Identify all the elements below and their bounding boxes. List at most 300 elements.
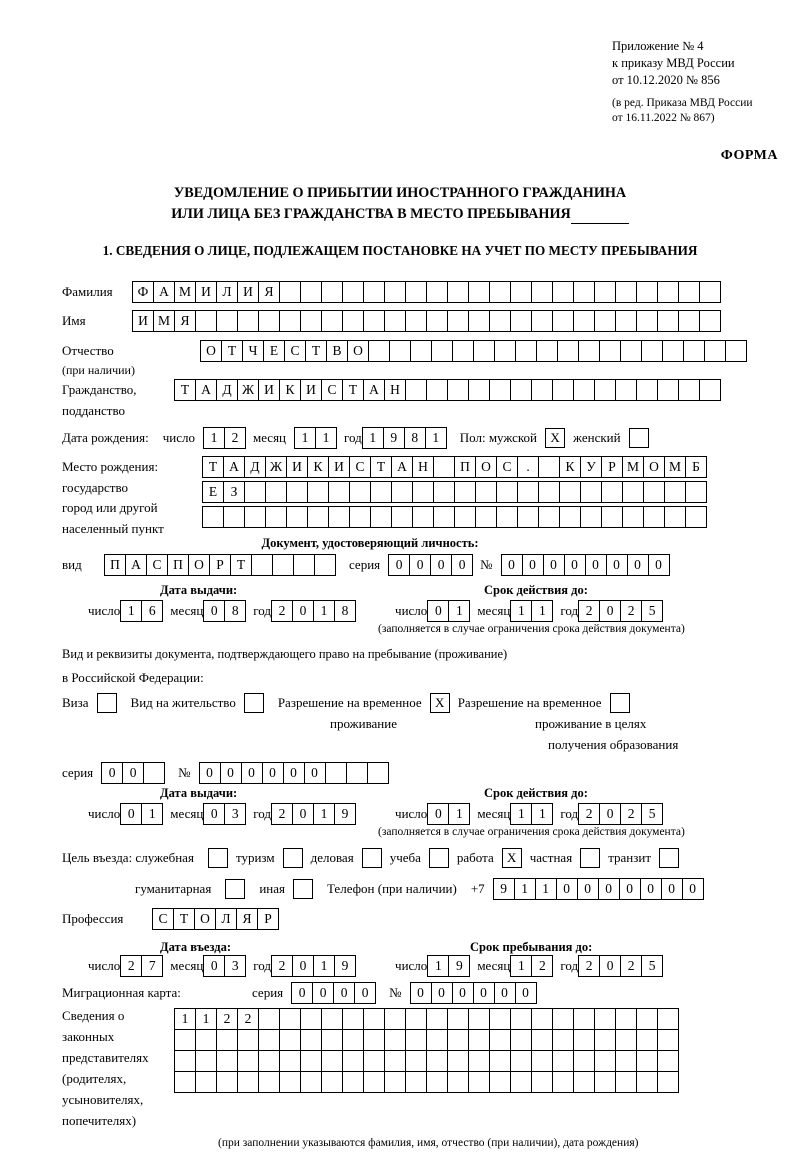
cell[interactable] — [636, 1050, 658, 1072]
cell[interactable] — [363, 281, 385, 303]
cell[interactable] — [643, 481, 665, 503]
cell[interactable]: Н — [412, 456, 434, 478]
cell[interactable] — [391, 481, 413, 503]
cell[interactable] — [321, 1071, 343, 1093]
phone-input[interactable] — [493, 878, 703, 900]
cell[interactable]: 9 — [448, 955, 470, 977]
cell[interactable]: И — [328, 456, 350, 478]
cell[interactable]: 0 — [220, 762, 242, 784]
cell[interactable]: 8 — [404, 427, 426, 449]
cell[interactable] — [300, 1008, 322, 1030]
birth-month-input[interactable] — [294, 427, 336, 449]
cell[interactable] — [433, 506, 455, 528]
cell[interactable] — [636, 1071, 658, 1093]
cell[interactable]: А — [153, 281, 175, 303]
cell[interactable]: 1 — [313, 600, 335, 622]
cell[interactable]: 1 — [427, 955, 449, 977]
cell[interactable] — [685, 481, 707, 503]
cell[interactable] — [615, 1029, 637, 1051]
cell[interactable]: И — [195, 281, 217, 303]
stay-valid-day-input[interactable] — [427, 803, 469, 825]
cell[interactable] — [143, 762, 165, 784]
cell[interactable] — [321, 1050, 343, 1072]
cell[interactable] — [447, 1071, 469, 1093]
cell[interactable]: 0 — [304, 762, 326, 784]
cell[interactable] — [342, 1071, 364, 1093]
cell[interactable] — [363, 1050, 385, 1072]
cell[interactable] — [454, 506, 476, 528]
cell[interactable]: Н — [384, 379, 406, 401]
cell[interactable]: 0 — [292, 955, 314, 977]
cell[interactable]: Р — [257, 908, 279, 930]
birth-place-input-1[interactable] — [202, 456, 706, 478]
cell[interactable] — [557, 340, 579, 362]
cell[interactable] — [468, 310, 490, 332]
cell[interactable]: О — [475, 456, 497, 478]
cell[interactable] — [699, 310, 721, 332]
purpose-private-checkbox[interactable] — [580, 848, 600, 868]
cell[interactable]: Д — [216, 379, 238, 401]
cell[interactable] — [594, 281, 616, 303]
cell[interactable] — [244, 481, 266, 503]
mig-number-input[interactable] — [410, 982, 536, 1004]
cell[interactable] — [286, 506, 308, 528]
cell[interactable] — [678, 281, 700, 303]
cell[interactable]: Я — [174, 310, 196, 332]
cell[interactable] — [601, 506, 623, 528]
cell[interactable] — [473, 340, 495, 362]
cell[interactable] — [342, 1008, 364, 1030]
cell[interactable] — [664, 481, 686, 503]
cell[interactable] — [643, 506, 665, 528]
cell[interactable]: 0 — [203, 803, 225, 825]
cell[interactable] — [244, 506, 266, 528]
birth-place-input-3[interactable] — [202, 506, 706, 528]
cell[interactable] — [216, 310, 238, 332]
cell[interactable] — [405, 1071, 427, 1093]
cell[interactable] — [636, 1029, 658, 1051]
cell[interactable] — [405, 1050, 427, 1072]
cell[interactable]: 0 — [577, 878, 599, 900]
cell[interactable]: А — [125, 554, 147, 576]
cell[interactable]: Е — [263, 340, 285, 362]
cell[interactable]: 5 — [641, 803, 663, 825]
legal-rep-input-4[interactable] — [174, 1071, 678, 1093]
cell[interactable]: Т — [174, 379, 196, 401]
purpose-work-checkbox[interactable]: Х — [502, 848, 522, 868]
cell[interactable] — [510, 379, 532, 401]
cell[interactable] — [258, 1029, 280, 1051]
cell[interactable]: С — [152, 908, 174, 930]
cell[interactable] — [662, 340, 684, 362]
cell[interactable] — [636, 1008, 658, 1030]
cell[interactable] — [573, 1071, 595, 1093]
cell[interactable] — [258, 1071, 280, 1093]
cell[interactable] — [573, 1050, 595, 1072]
cell[interactable]: 0 — [101, 762, 123, 784]
cell[interactable] — [321, 1029, 343, 1051]
cell[interactable]: М — [174, 281, 196, 303]
cell[interactable]: 0 — [431, 982, 453, 1004]
doc-issue-year-input[interactable] — [271, 600, 355, 622]
cell[interactable]: 1 — [448, 600, 470, 622]
cell[interactable]: 0 — [388, 554, 410, 576]
cell[interactable] — [279, 310, 301, 332]
cell[interactable]: 3 — [224, 803, 246, 825]
visa-checkbox[interactable] — [97, 693, 117, 713]
cell[interactable] — [678, 310, 700, 332]
cell[interactable] — [468, 1071, 490, 1093]
cell[interactable] — [489, 1050, 511, 1072]
cell[interactable]: 1 — [510, 600, 532, 622]
cell[interactable] — [300, 1029, 322, 1051]
cell[interactable] — [265, 506, 287, 528]
cell[interactable] — [412, 506, 434, 528]
cell[interactable]: П — [104, 554, 126, 576]
cell[interactable] — [426, 1008, 448, 1030]
cell[interactable]: 1 — [448, 803, 470, 825]
cell[interactable] — [580, 506, 602, 528]
cell[interactable]: 0 — [262, 762, 284, 784]
cell[interactable] — [447, 1050, 469, 1072]
cell[interactable]: В — [326, 340, 348, 362]
cell[interactable]: 0 — [120, 803, 142, 825]
legal-rep-input-1[interactable] — [174, 1008, 678, 1030]
cell[interactable] — [174, 1029, 196, 1051]
cell[interactable] — [321, 1008, 343, 1030]
cell[interactable]: 0 — [619, 878, 641, 900]
doc-number-input[interactable] — [501, 554, 669, 576]
temp-residence-edu-checkbox[interactable] — [610, 693, 630, 713]
cell[interactable] — [657, 1029, 679, 1051]
name-input[interactable] — [132, 310, 720, 332]
birth-day-input[interactable] — [203, 427, 245, 449]
doc-valid-year-input[interactable] — [578, 600, 662, 622]
cell[interactable]: 2 — [620, 600, 642, 622]
cell[interactable] — [615, 1008, 637, 1030]
cell[interactable] — [405, 1029, 427, 1051]
cell[interactable] — [531, 1008, 553, 1030]
cell[interactable]: 1 — [510, 955, 532, 977]
cell[interactable] — [636, 281, 658, 303]
cell[interactable] — [538, 481, 560, 503]
cell[interactable]: 0 — [598, 878, 620, 900]
cell[interactable]: О — [200, 340, 222, 362]
doc-issue-day-input[interactable] — [120, 600, 162, 622]
cell[interactable] — [531, 1050, 553, 1072]
cell[interactable] — [515, 340, 537, 362]
cell[interactable] — [384, 1071, 406, 1093]
cell[interactable]: 1 — [174, 1008, 196, 1030]
purpose-transit-checkbox[interactable] — [659, 848, 679, 868]
cell[interactable] — [559, 481, 581, 503]
cell[interactable]: 1 — [294, 427, 316, 449]
cell[interactable] — [615, 281, 637, 303]
cell[interactable] — [321, 310, 343, 332]
cell[interactable] — [363, 1071, 385, 1093]
birth-place-input-2[interactable] — [202, 481, 706, 503]
entry-year-input[interactable] — [271, 955, 355, 977]
cell[interactable] — [405, 310, 427, 332]
cell[interactable] — [580, 481, 602, 503]
cell[interactable] — [678, 379, 700, 401]
cell[interactable]: 1 — [313, 955, 335, 977]
purpose-humanitarian-checkbox[interactable] — [225, 879, 245, 899]
cell[interactable]: Б — [685, 456, 707, 478]
cell[interactable]: 1 — [313, 803, 335, 825]
cell[interactable] — [405, 379, 427, 401]
legal-rep-input-3[interactable] — [174, 1050, 678, 1072]
cell[interactable]: 1 — [425, 427, 447, 449]
cell[interactable] — [426, 310, 448, 332]
cell[interactable] — [426, 379, 448, 401]
cell[interactable]: 6 — [141, 600, 163, 622]
cell[interactable] — [510, 281, 532, 303]
cell[interactable] — [552, 1029, 574, 1051]
cell[interactable] — [538, 456, 560, 478]
cell[interactable]: 9 — [334, 803, 356, 825]
cell[interactable] — [300, 281, 322, 303]
cell[interactable]: 2 — [578, 600, 600, 622]
cell[interactable]: Л — [215, 908, 237, 930]
cell[interactable] — [447, 281, 469, 303]
temp-residence-checkbox[interactable]: Х — [430, 693, 450, 713]
cell[interactable]: 2 — [620, 803, 642, 825]
stay-until-year-input[interactable] — [578, 955, 662, 977]
cell[interactable] — [363, 1008, 385, 1030]
cell[interactable] — [426, 1071, 448, 1093]
cell[interactable] — [300, 1050, 322, 1072]
cell[interactable] — [426, 1050, 448, 1072]
cell[interactable] — [279, 1008, 301, 1030]
cell[interactable] — [279, 1029, 301, 1051]
cell[interactable]: 1 — [514, 878, 536, 900]
cell[interactable]: У — [580, 456, 602, 478]
cell[interactable] — [195, 1071, 217, 1093]
cell[interactable]: 1 — [362, 427, 384, 449]
cell[interactable] — [704, 340, 726, 362]
cell[interactable] — [573, 1029, 595, 1051]
cell[interactable]: Т — [370, 456, 392, 478]
cell[interactable]: . — [517, 456, 539, 478]
cell[interactable]: З — [223, 481, 245, 503]
cell[interactable]: О — [643, 456, 665, 478]
cell[interactable]: 9 — [334, 955, 356, 977]
cell[interactable] — [699, 379, 721, 401]
cell[interactable] — [531, 281, 553, 303]
cell[interactable] — [510, 1008, 532, 1030]
cell[interactable]: Я — [236, 908, 258, 930]
cell[interactable] — [433, 481, 455, 503]
cell[interactable]: 0 — [292, 803, 314, 825]
cell[interactable] — [657, 1008, 679, 1030]
cell[interactable] — [307, 481, 329, 503]
cell[interactable]: 0 — [430, 554, 452, 576]
cell[interactable]: 0 — [451, 554, 473, 576]
cell[interactable] — [195, 1050, 217, 1072]
cell[interactable]: 2 — [120, 955, 142, 977]
cell[interactable] — [342, 281, 364, 303]
cell[interactable] — [552, 281, 574, 303]
cell[interactable]: С — [321, 379, 343, 401]
cell[interactable] — [510, 310, 532, 332]
cell[interactable] — [363, 1029, 385, 1051]
doc-valid-month-input[interactable] — [510, 600, 552, 622]
cell[interactable]: О — [194, 908, 216, 930]
cell[interactable]: 2 — [237, 1008, 259, 1030]
cell[interactable] — [538, 506, 560, 528]
doc-kind-input[interactable] — [104, 554, 335, 576]
cell[interactable]: Р — [601, 456, 623, 478]
cell[interactable] — [349, 481, 371, 503]
cell[interactable]: 0 — [648, 554, 670, 576]
cell[interactable] — [489, 1071, 511, 1093]
profession-input[interactable] — [152, 908, 278, 930]
cell[interactable]: Ч — [242, 340, 264, 362]
cell[interactable] — [489, 281, 511, 303]
cell[interactable]: Ф — [132, 281, 154, 303]
cell[interactable] — [578, 340, 600, 362]
cell[interactable] — [496, 481, 518, 503]
cell[interactable] — [384, 1050, 406, 1072]
cell[interactable] — [363, 310, 385, 332]
cell[interactable] — [384, 1029, 406, 1051]
cell[interactable] — [195, 310, 217, 332]
purpose-study-checkbox[interactable] — [429, 848, 449, 868]
sex-female-checkbox[interactable] — [629, 428, 649, 448]
cell[interactable] — [342, 1029, 364, 1051]
cell[interactable]: 0 — [283, 762, 305, 784]
cell[interactable] — [384, 281, 406, 303]
cell[interactable] — [328, 481, 350, 503]
cell[interactable] — [559, 506, 581, 528]
cell[interactable]: К — [307, 456, 329, 478]
cell[interactable]: 5 — [641, 955, 663, 977]
cell[interactable] — [237, 1071, 259, 1093]
cell[interactable] — [216, 1029, 238, 1051]
cell[interactable] — [622, 481, 644, 503]
cell[interactable] — [447, 310, 469, 332]
cell[interactable] — [258, 310, 280, 332]
cell[interactable] — [452, 340, 474, 362]
citizenship-input[interactable] — [174, 379, 720, 401]
cell[interactable]: 1 — [531, 803, 553, 825]
cell[interactable]: 0 — [627, 554, 649, 576]
cell[interactable] — [447, 1008, 469, 1030]
cell[interactable] — [279, 1071, 301, 1093]
cell[interactable]: 0 — [333, 982, 355, 1004]
stay-until-month-input[interactable] — [510, 955, 552, 977]
cell[interactable] — [195, 1029, 217, 1051]
cell[interactable]: Т — [221, 340, 243, 362]
cell[interactable] — [202, 506, 224, 528]
cell[interactable] — [552, 1050, 574, 1072]
cell[interactable]: М — [153, 310, 175, 332]
mig-series-input[interactable] — [291, 982, 375, 1004]
doc-series-input[interactable] — [388, 554, 472, 576]
cell[interactable]: 1 — [315, 427, 337, 449]
cell[interactable]: 1 — [531, 600, 553, 622]
cell[interactable]: И — [286, 456, 308, 478]
cell[interactable]: 0 — [473, 982, 495, 1004]
cell[interactable]: 9 — [383, 427, 405, 449]
cell[interactable] — [594, 1029, 616, 1051]
cell[interactable] — [384, 1008, 406, 1030]
cell[interactable]: 0 — [292, 600, 314, 622]
cell[interactable] — [272, 554, 294, 576]
cell[interactable] — [367, 762, 389, 784]
cell[interactable] — [258, 1008, 280, 1030]
cell[interactable] — [657, 379, 679, 401]
cell[interactable] — [615, 379, 637, 401]
cell[interactable]: Ж — [265, 456, 287, 478]
stay-issue-month-input[interactable] — [203, 803, 245, 825]
cell[interactable]: 2 — [271, 600, 293, 622]
cell[interactable]: С — [146, 554, 168, 576]
cell[interactable] — [685, 506, 707, 528]
cell[interactable] — [391, 506, 413, 528]
cell[interactable] — [314, 554, 336, 576]
cell[interactable] — [636, 379, 658, 401]
cell[interactable] — [536, 340, 558, 362]
cell[interactable]: 2 — [224, 427, 246, 449]
cell[interactable] — [370, 481, 392, 503]
cell[interactable]: 8 — [224, 600, 246, 622]
cell[interactable] — [468, 281, 490, 303]
cell[interactable] — [468, 379, 490, 401]
cell[interactable]: 1 — [535, 878, 557, 900]
cell[interactable] — [475, 506, 497, 528]
stay-number-input[interactable] — [199, 762, 388, 784]
cell[interactable] — [265, 481, 287, 503]
surname-input[interactable] — [132, 281, 720, 303]
purpose-other-checkbox[interactable] — [293, 879, 313, 899]
cell[interactable] — [494, 340, 516, 362]
cell[interactable]: 5 — [641, 600, 663, 622]
sex-male-checkbox[interactable]: Х — [545, 428, 565, 448]
cell[interactable] — [657, 281, 679, 303]
cell[interactable]: 0 — [203, 955, 225, 977]
cell[interactable] — [405, 1008, 427, 1030]
cell[interactable] — [307, 506, 329, 528]
cell[interactable] — [699, 281, 721, 303]
cell[interactable] — [615, 1071, 637, 1093]
cell[interactable]: К — [559, 456, 581, 478]
cell[interactable] — [342, 1050, 364, 1072]
cell[interactable]: 0 — [599, 600, 621, 622]
cell[interactable]: 0 — [564, 554, 586, 576]
stay-valid-year-input[interactable] — [578, 803, 662, 825]
cell[interactable]: 0 — [640, 878, 662, 900]
doc-valid-day-input[interactable] — [427, 600, 469, 622]
cell[interactable] — [517, 506, 539, 528]
cell[interactable] — [454, 481, 476, 503]
cell[interactable]: 0 — [291, 982, 313, 1004]
cell[interactable]: С — [284, 340, 306, 362]
cell[interactable] — [573, 310, 595, 332]
cell[interactable] — [447, 379, 469, 401]
cell[interactable]: Д — [244, 456, 266, 478]
cell[interactable]: Ж — [237, 379, 259, 401]
residence-permit-checkbox[interactable] — [244, 693, 264, 713]
cell[interactable] — [223, 506, 245, 528]
cell[interactable]: А — [363, 379, 385, 401]
cell[interactable]: 0 — [494, 982, 516, 1004]
cell[interactable]: 8 — [334, 600, 356, 622]
cell[interactable]: 0 — [606, 554, 628, 576]
cell[interactable] — [620, 340, 642, 362]
cell[interactable]: 0 — [522, 554, 544, 576]
